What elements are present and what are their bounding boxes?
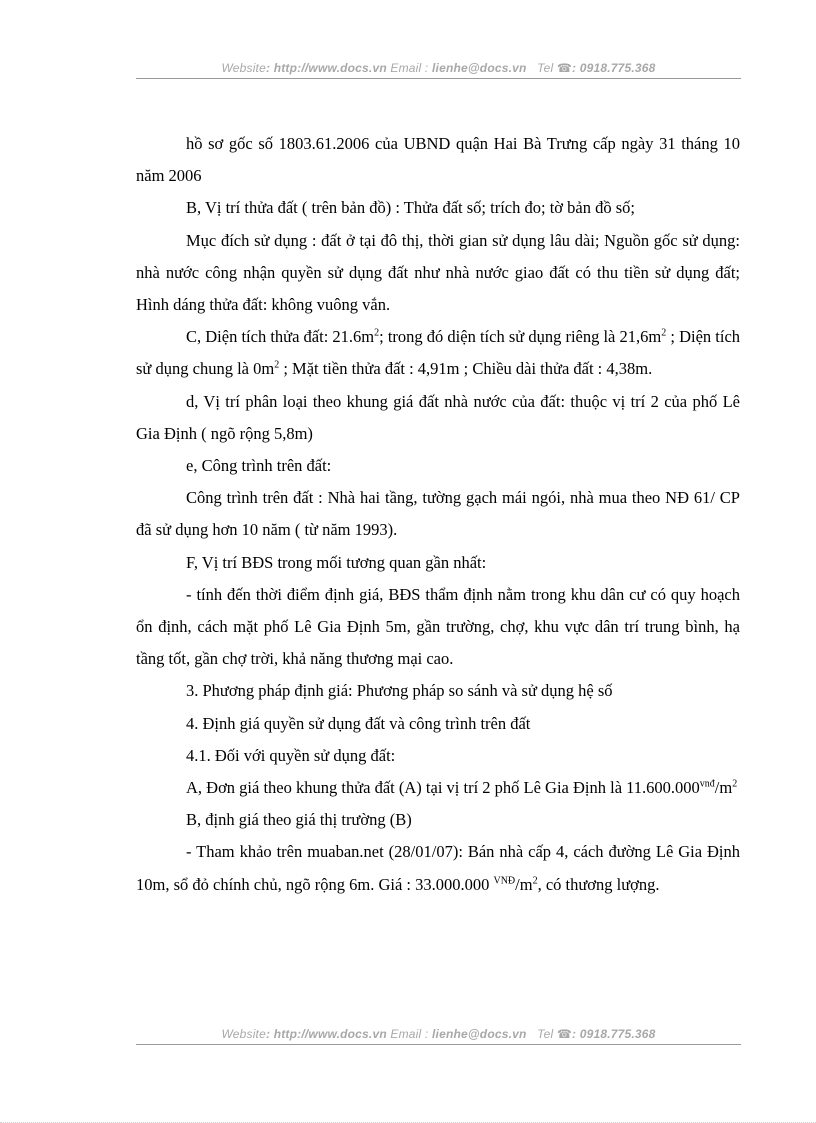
header-email-label: Email : <box>386 61 433 75</box>
paragraph-text: /m <box>515 874 533 894</box>
footer-website-label: Website <box>221 1027 266 1041</box>
paragraph-text: B, Vị trí thửa đất ( trên bản đồ) : Thửa đất số; trích đo; tờ bản đồ số; <box>186 198 635 218</box>
paragraph <box>136 225 740 322</box>
footer-rule <box>136 1044 741 1045</box>
header-website-url[interactable]: : http://www.docs.vn <box>265 61 387 75</box>
header-tel-label: Tel <box>537 61 557 75</box>
superscript: 2 <box>274 359 280 371</box>
paragraph <box>136 450 740 482</box>
superscript: vnđ <box>699 778 715 790</box>
paragraph <box>136 740 740 772</box>
paragraph-text: Mục đích sử dụng : đất ở tại đô thị, thời gian sử dụng lâu dài; Nguồn gốc sử dụng: nhà nước công nhận quyền sử dụng đất như nhà nước giao đất có thu tiền sử dụng đất; Hình dáng thửa đất: không vuông vắn. <box>136 230 740 315</box>
page-header <box>136 61 741 75</box>
paragraph-text: A, Đơn giá theo khung thửa đất (A) tại vị trí 2 phố Lê Gia Định là 11.600.000 <box>186 778 700 798</box>
header-email[interactable]: lienhe@docs.vn <box>432 61 527 75</box>
paragraph <box>136 836 740 900</box>
paragraph <box>136 772 740 804</box>
phone-icon: ☎ <box>556 1027 573 1041</box>
footer-tel: : 0918.775.368 <box>572 1027 656 1041</box>
footer-email[interactable]: lienhe@docs.vn <box>432 1027 527 1041</box>
paragraph <box>136 708 740 740</box>
paragraph-text: 3. Phương pháp định giá: Phương pháp so sánh và sử dụng hệ số <box>186 681 613 701</box>
footer-website-url[interactable]: : http://www.docs.vn <box>265 1027 387 1041</box>
paragraph-text: , có thương lượng. <box>537 874 660 894</box>
footer-email-label: Email : <box>386 1027 433 1041</box>
paragraph-text: ; trong đó diện tích sử dụng riêng là 21,6m <box>379 327 662 347</box>
paragraph-text: ; Diện tích sử dụng chung là 0m <box>136 327 741 379</box>
paragraph <box>136 547 740 579</box>
paragraph-text: 4.1. Đối với quyền sử dụng đất: <box>186 745 396 765</box>
superscript: VNĐ <box>493 875 516 887</box>
paragraph-text: - tính đến thời điểm định giá, BĐS thẩm định nằm trong khu dân cư có quy hoạch ổn định, cách mặt phố Lê Gia Định 5m, gần trường, chợ, khu vực dân trí trung bình, hạ tầng tốt, gần chợ trời, khả năng thương mại cao. <box>136 584 740 669</box>
phone-icon: ☎ <box>556 61 573 75</box>
footer-tel-label: Tel <box>537 1027 557 1041</box>
paragraph-text: /m <box>714 778 733 798</box>
paragraph-text: e, Công trình trên đất: <box>186 456 332 476</box>
paragraph-text: Công trình trên đất : Nhà hai tầng, tường gạch mái ngói, nhà mua theo NĐ 61/ CP đã sử dụng hơn 10 năm ( từ năm 1993). <box>136 488 740 540</box>
paragraph <box>136 386 740 450</box>
paragraph-text: C, Diện tích thửa đất: 21.6m <box>186 327 375 347</box>
header-website-label: Website <box>221 61 266 75</box>
document-body <box>136 128 740 901</box>
paragraph-text: hồ sơ gốc số 1803.61.2006 của UBND quận Hai Bà Trưng cấp ngày 31 tháng 10 năm 2006 <box>136 134 740 186</box>
page-footer <box>136 1027 741 1041</box>
paragraph <box>136 675 740 707</box>
paragraph-text: F, Vị trí BĐS trong mối tương quan gần nhất: <box>186 552 487 572</box>
superscript: 2 <box>732 778 738 790</box>
superscript: 2 <box>374 327 380 339</box>
paragraph <box>136 128 740 192</box>
paragraph <box>136 579 740 676</box>
superscript: 2 <box>661 327 667 339</box>
paragraph-text: B, định giá theo giá thị trường (B) <box>186 810 412 830</box>
paragraph-text: ; Mặt tiền thửa đất : 4,91m ; Chiều dài thửa đất : 4,38m. <box>279 359 653 379</box>
paragraph <box>136 321 740 385</box>
paragraph <box>136 804 740 836</box>
paragraph <box>136 482 740 546</box>
paragraph-text: 4. Định giá quyền sử dụng đất và công trình trên đất <box>186 713 531 733</box>
paragraph <box>136 192 740 224</box>
paragraph-text: d, Vị trí phân loại theo khung giá đất nhà nước của đất: thuộc vị trí 2 của phố Lê Gia Định ( ngõ rộng 5,8m) <box>136 391 740 443</box>
paragraph-text: - Tham khảo trên muaban.net (28/01/07): Bán nhà cấp 4, cách đường Lê Gia Định 10m, sổ đỏ chính chủ, ngõ rộng 6m. Giá : 33.000.000 <box>136 842 740 894</box>
header-rule <box>136 78 741 79</box>
superscript: 2 <box>532 875 538 887</box>
header-tel: : 0918.775.368 <box>572 61 656 75</box>
